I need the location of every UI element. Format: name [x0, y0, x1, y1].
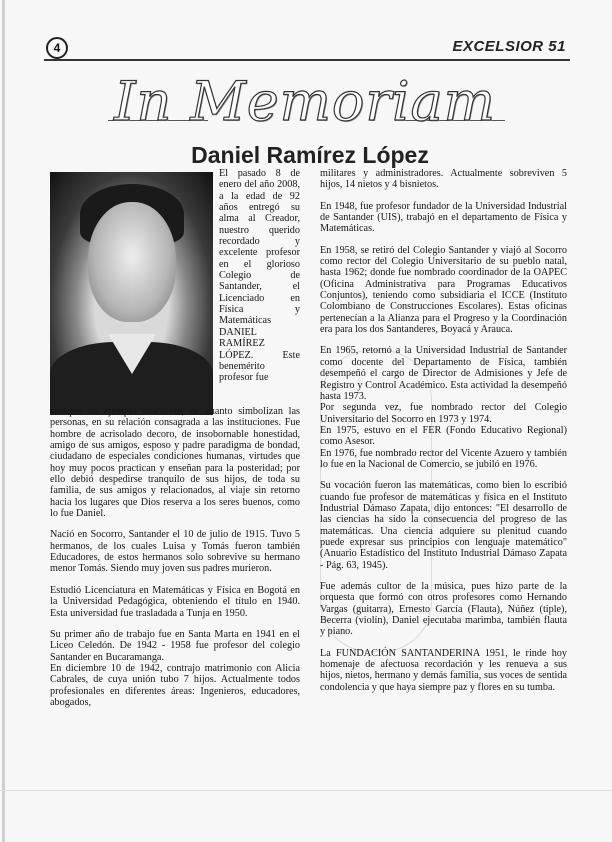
bottom-rule	[0, 790, 612, 791]
article-intro: El pasado 8 de enero del año 2008, a la edad de 92 años entregó su alma al Creador, nuestro querido recordado y excelente profesor en el glorioso Colegio de Santander, el Licenciado en Física y Matemáticas DANIEL RAMÍREZ LÓPEZ. Este benemérito profesor fue	[219, 168, 300, 384]
paragraph: Estudió Licenciatura en Matemáticas y Física en Bogotá en la Universidad Pedagógica, obteniendo el título en 1940. Esta universidad fue trasladada a Tunja en 1950.	[50, 584, 300, 619]
page-title: In Memoriam	[114, 70, 496, 133]
portrait-photo	[50, 172, 213, 415]
paragraph: militares y administradores. Actualmente sobreviven 5 hijos, 14 nietos y 4 bisnietos.	[320, 168, 567, 191]
person-name: Daniel Ramírez López	[191, 142, 429, 168]
paragraph: En 1948, fue profesor fundador de la Universidad Industrial de Santander (UIS), trabajó en el departamento de Física y Matemáticas.	[320, 200, 567, 235]
paragraph: Fue además cultor de la música, pues hizo parte de la orquesta que formó con otros profesores como Hernando Vargas (guitarra), Ernesto García (Flauta), Núñez (tiple), Becerra (violín), Daniel ejecutaba marimba, también flauta y piano.	[320, 581, 567, 638]
header-rule	[44, 59, 570, 61]
paragraph: Su primer año de trabajo fue en Santa Marta en 1941 en el Liceo Celedón. De 1942 - 1958 fue profesor del colegio Santander en Bucaramanga. En diciembre 10 de 1942, contrajo matrimonio con Alicia Cabrales, de cuya unión tubo 7 hijos. Actualmente todos profesionales en diferentes áreas: Ingenieros, educadores, abogados,	[50, 628, 300, 708]
paragraph: siempre un ejemplo elocuente, de cuanto simbolizan las personas, en su relación consagrada a las instituciones. Fue hombre de acrisolado decoro, de insobornable honestidad, amigo de sus amigos, esposo y padre paradigma de bondad, ciudadano de especiales condiciones humanas, virtudes que hoy muy pocos practican y enseñan para la posteridad; por ello debió despedirse tranquilo de sus hijos, de toda su familia, de sus amigos y relacionados, al viaje sin retorno hacia los lugares que Dios reserva a los seres buenos, como lo fue Daniel.	[50, 406, 300, 520]
magazine-title: EXCELSIOR 51	[452, 38, 566, 55]
article-right-column	[320, 168, 567, 703]
paragraph: Nació en Socorro, Santander el 10 de julio de 1915. Tuvo 5 hermanos, de los cuales Luisa y Tomás fueron también Educadores, de estos hermanos solo sobrevive su hermano menor Tomás. Siendo muy joven sus padres murieron.	[50, 529, 300, 575]
paragraph: Su vocación fueron las matemáticas, como bien lo escribió cuando fue profesor de matemáticas y física en el Instituto Industrial Dámaso Zapata, dijo entonces: "El desarrollo de las ciencias ha sido la consecuencia del progreso de las matemáticas. Una ciencia adquiere su plenitud cuando puede expresar sus principios con lenguaje matemático" (Anuario Estadístico del Instituto Industrial Dámaso Zapata - Pág. 63, 1945).	[320, 480, 567, 571]
paragraph: En 1965, retornó a la Universidad Industrial de Santander como docente del Departamento de Física, también desempeñó el cargo de Director de Admisiones y Jefe de Registro y Control Académico. Esta actividad la desempeñó hasta 1973. Por segunda vez, fue nombrado rector del Colegio Universitario del Socorro en 1973 y 1974. En 1975, estuvo en el FER (Fondo Educativo Regional) como Asesor. En 1976, fue nombrado rector del Vicente Azuero y también lo fue en la Nacional de Comercio, se jubiló en 1976.	[320, 345, 567, 470]
paragraph: La FUNDACIÓN SANTANDERINA 1951, le rinde hoy homenaje de afectuosa recordación y les renueva a sus hijos, nietos, hermano y demás familia, sus voces de sentida condolencia y que haya siempre paz y flores en su tumba.	[320, 647, 567, 693]
page-number: 4	[46, 37, 68, 59]
page-edge	[2, 0, 5, 842]
paragraph: En 1958, se retiró del Colegio Santander y viajó al Socorro como rector del Colegio Universitario de su pueblo natal, hasta 1962; donde fue nombrado coordinador de la OAPEC (Oficina Administrativa para Programas Educativos Conjuntos), teniendo como subsidiaria el ICCE (Instituto Colombiano de Construcciones Escolares). Estas oficinas pertenecían a la Alianza para el Progreso y la Coordinación era para los dos Santanderes, Boyacá y Arauca.	[320, 244, 567, 336]
article-left-column	[50, 406, 300, 718]
photo-face	[88, 202, 176, 322]
